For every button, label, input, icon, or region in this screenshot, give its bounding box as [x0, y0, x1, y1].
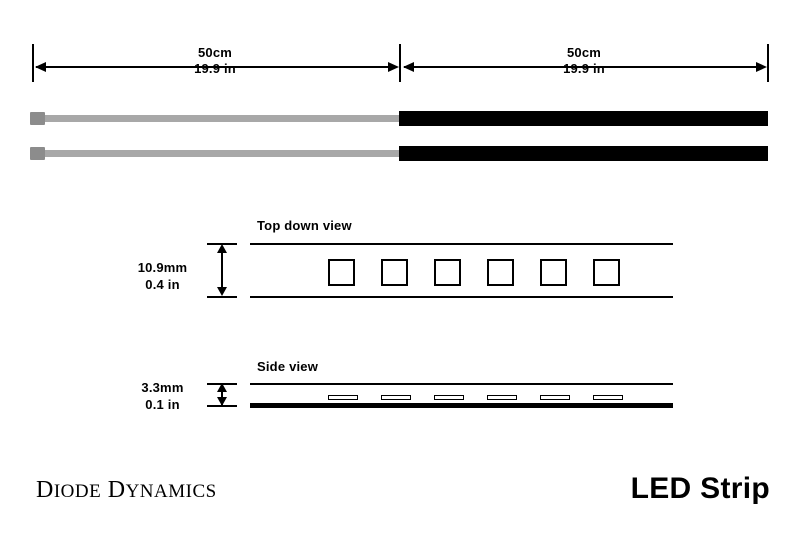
- side-view-arrow-up: [217, 383, 227, 392]
- brand-word2-rest: YNAMICS: [125, 481, 217, 502]
- led-side-5: [540, 395, 570, 400]
- wire-bottom: [45, 150, 400, 157]
- product-title: LED Strip: [630, 472, 770, 505]
- led-side-2: [381, 395, 411, 400]
- brand-word1-cap: D: [36, 477, 54, 503]
- led-top-2: [381, 259, 408, 286]
- top-view-edge-lower: [250, 296, 673, 298]
- side-view-measure-label: [125, 379, 200, 413]
- arrow-head-right-start: [403, 62, 414, 72]
- dimension-tick-right: [767, 44, 769, 82]
- top-view-arrow-down: [217, 287, 227, 296]
- top-view-measure-imperial: 0.4 in: [145, 277, 180, 292]
- top-view-measure-line: [221, 247, 223, 292]
- led-top-3: [434, 259, 461, 286]
- dimension-right-imperial: 19.9 in: [563, 61, 605, 76]
- dimension-tick-left: [32, 44, 34, 82]
- brand-word2-cap: D: [107, 477, 126, 503]
- led-strip-top: [399, 111, 768, 126]
- side-view-edge-upper: [250, 383, 673, 385]
- dimension-label-left: [135, 45, 295, 77]
- led-side-6: [593, 395, 623, 400]
- dimension-label-right: [504, 45, 664, 77]
- side-view-label: Side view: [257, 359, 319, 374]
- top-view-measure-label: [125, 259, 200, 293]
- led-side-3: [434, 395, 464, 400]
- dimension-tick-middle: [399, 44, 401, 82]
- top-view-measure-metric: 10.9mm: [137, 260, 188, 275]
- top-view-extension-lower: [207, 296, 237, 298]
- side-view-arrow-down: [217, 397, 227, 406]
- led-top-1: [328, 259, 355, 286]
- top-view-edge-upper: [250, 243, 673, 245]
- led-top-5: [540, 259, 567, 286]
- top-view-arrow-up: [217, 244, 227, 253]
- led-top-4: [487, 259, 514, 286]
- connector-top: [30, 112, 45, 125]
- side-view-base: [250, 403, 673, 408]
- brand-word1-rest: IODE: [53, 481, 102, 502]
- dimension-left-metric: 50cm: [197, 45, 233, 60]
- led-strip-bottom: [399, 146, 768, 161]
- brand-logo: [36, 477, 217, 504]
- top-down-view-label: Top down view: [257, 218, 352, 233]
- wire-top: [45, 115, 400, 122]
- dimension-left-imperial: 19.9 in: [194, 61, 236, 76]
- side-view-measure-imperial: 0.1 in: [145, 397, 180, 412]
- side-view-measure-metric: 3.3mm: [141, 380, 184, 395]
- connector-bottom: [30, 147, 45, 160]
- arrow-head-right-end: [756, 62, 767, 72]
- led-top-6: [593, 259, 620, 286]
- led-side-1: [328, 395, 358, 400]
- arrow-head-left-end: [388, 62, 399, 72]
- dimension-right-metric: 50cm: [566, 45, 602, 60]
- led-side-4: [487, 395, 517, 400]
- arrow-head-left-start: [35, 62, 46, 72]
